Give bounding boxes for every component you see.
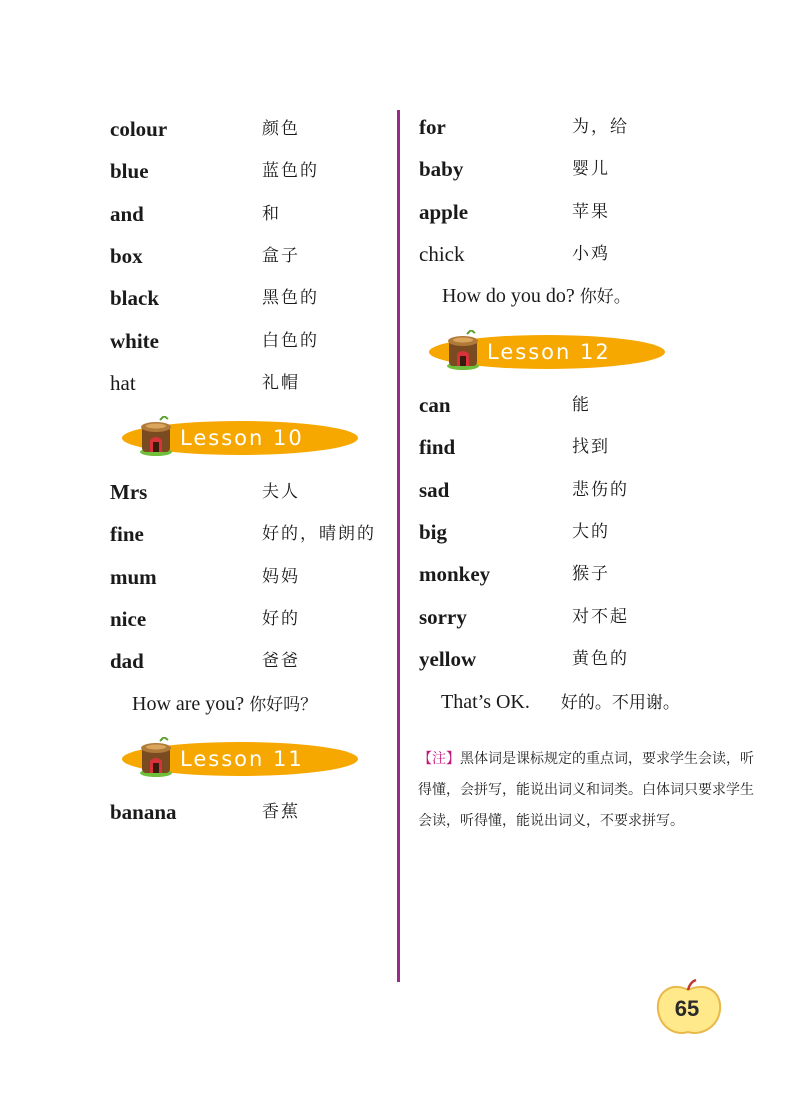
- vocab-english: big: [419, 519, 448, 544]
- vocab-row: [110, 156, 390, 186]
- vocab-row: [419, 390, 759, 420]
- vocab-row: [419, 432, 759, 462]
- vocab-chinese: 小鸡: [572, 243, 610, 264]
- vocab-english: and: [110, 201, 144, 226]
- lesson-12-label: Lesson 12: [487, 340, 611, 364]
- vocab-english: chick: [419, 241, 465, 266]
- vocab-row: [419, 239, 759, 269]
- vocab-chinese: 猴子: [572, 564, 610, 585]
- vocab-row: [110, 326, 390, 356]
- phrase-lesson-12: [441, 688, 680, 714]
- page-number: 65: [674, 996, 700, 1021]
- vocab-chinese: 妈妈: [262, 566, 300, 587]
- phrase-english: How are you?: [132, 693, 245, 715]
- vocab-english: baby: [419, 157, 464, 182]
- column-divider: [397, 110, 400, 982]
- vocab-chinese: 悲伤的: [572, 479, 629, 500]
- vocab-chinese: 大的: [572, 521, 610, 542]
- phrase-chinese: 你好吗？: [249, 695, 318, 715]
- vocab-english: can: [419, 393, 451, 417]
- vocab-chinese: 盒子: [262, 245, 300, 266]
- vocab-english: find: [419, 435, 456, 460]
- vocab-english: for: [419, 115, 446, 139]
- vocab-chinese: 好的: [262, 608, 300, 629]
- lesson-11-banner: [120, 737, 360, 781]
- lesson-10-banner: [120, 416, 360, 460]
- vocab-english: fine: [110, 522, 144, 547]
- vocabulary-note: [418, 744, 758, 837]
- vocab-chinese: 苹果: [572, 201, 610, 222]
- vocab-row: [110, 519, 390, 549]
- vocab-english: banana: [110, 800, 177, 824]
- vocab-english: sorry: [419, 604, 467, 629]
- vocab-row: [419, 559, 759, 589]
- vocab-chinese: 为，给: [572, 117, 629, 137]
- lesson-12-banner: [427, 330, 667, 374]
- vocab-chinese: 白色的: [262, 330, 319, 351]
- vocab-english: monkey: [419, 562, 491, 587]
- vocab-row: [110, 797, 390, 827]
- vocab-row: [419, 644, 759, 674]
- vocab-chinese: 对不起: [572, 606, 629, 627]
- lesson-10-label: Lesson 10: [180, 426, 304, 450]
- vocab-row: [419, 602, 759, 632]
- vocab-english: Mrs: [110, 480, 148, 504]
- phrase-chinese: 好的。不用谢。: [560, 693, 680, 713]
- vocab-chinese: 婴儿: [572, 159, 610, 180]
- vocab-chinese: 礼帽: [262, 372, 300, 393]
- vocab-chinese: 好的，晴朗的: [262, 524, 376, 545]
- vocab-english: white: [110, 328, 159, 353]
- vocab-chinese: 香蕉: [262, 802, 300, 822]
- vocab-chinese: 颜色: [262, 119, 300, 139]
- vocab-english: apple: [419, 199, 469, 224]
- vocab-row: [419, 154, 759, 184]
- vocab-chinese: 能: [572, 395, 591, 415]
- vocab-row: [419, 517, 759, 547]
- vocab-row: [110, 604, 390, 634]
- vocab-chinese: 找到: [572, 437, 610, 458]
- note-text: 黑体词是课标规定的重点词，要求学生会读，听得懂，会拼写，能说出词义和词类。白体词只要求学生会读，听得懂，能说出词义，不要求拼写。: [418, 751, 754, 829]
- vocab-row: [110, 646, 390, 676]
- vocab-row: [110, 562, 390, 592]
- vocab-chinese: 和: [262, 203, 281, 224]
- vocab-english: mum: [110, 564, 157, 589]
- vocab-row: [110, 477, 390, 507]
- vocab-english: sad: [419, 477, 450, 502]
- page-number-badge: [652, 978, 726, 1038]
- vocab-row: [110, 114, 390, 144]
- vocab-chinese: 蓝色的: [262, 161, 319, 182]
- vocab-row: [110, 283, 390, 313]
- vocab-row: [110, 368, 390, 398]
- vocab-english: box: [110, 243, 143, 268]
- vocab-english: hat: [110, 370, 136, 395]
- vocab-chinese: 黑色的: [262, 288, 319, 309]
- vocab-english: nice: [110, 606, 147, 631]
- vocab-row: [110, 241, 390, 271]
- vocab-english: black: [110, 286, 160, 311]
- vocab-row: [419, 197, 759, 227]
- vocab-row: [110, 199, 390, 229]
- phrase-lesson-10: [132, 690, 317, 716]
- phrase-english: How do you do?: [442, 285, 575, 307]
- phrase-english: That’s OK.: [441, 691, 530, 713]
- vocab-chinese: 黄色的: [572, 648, 629, 669]
- note-tag: 【注】: [418, 751, 460, 767]
- lesson-11-label: Lesson 11: [180, 747, 304, 771]
- vocab-row: [419, 475, 759, 505]
- vocab-english: blue: [110, 159, 149, 184]
- vocab-english: colour: [110, 117, 168, 141]
- vocab-chinese: 夫人: [262, 482, 300, 502]
- vocab-row: [419, 112, 759, 142]
- phrase-lesson-11: [442, 282, 631, 308]
- phrase-chinese: 你好。: [579, 287, 631, 307]
- vocab-chinese: 爸爸: [262, 651, 300, 672]
- vocab-english: yellow: [419, 646, 477, 671]
- vocab-english: dad: [110, 649, 144, 674]
